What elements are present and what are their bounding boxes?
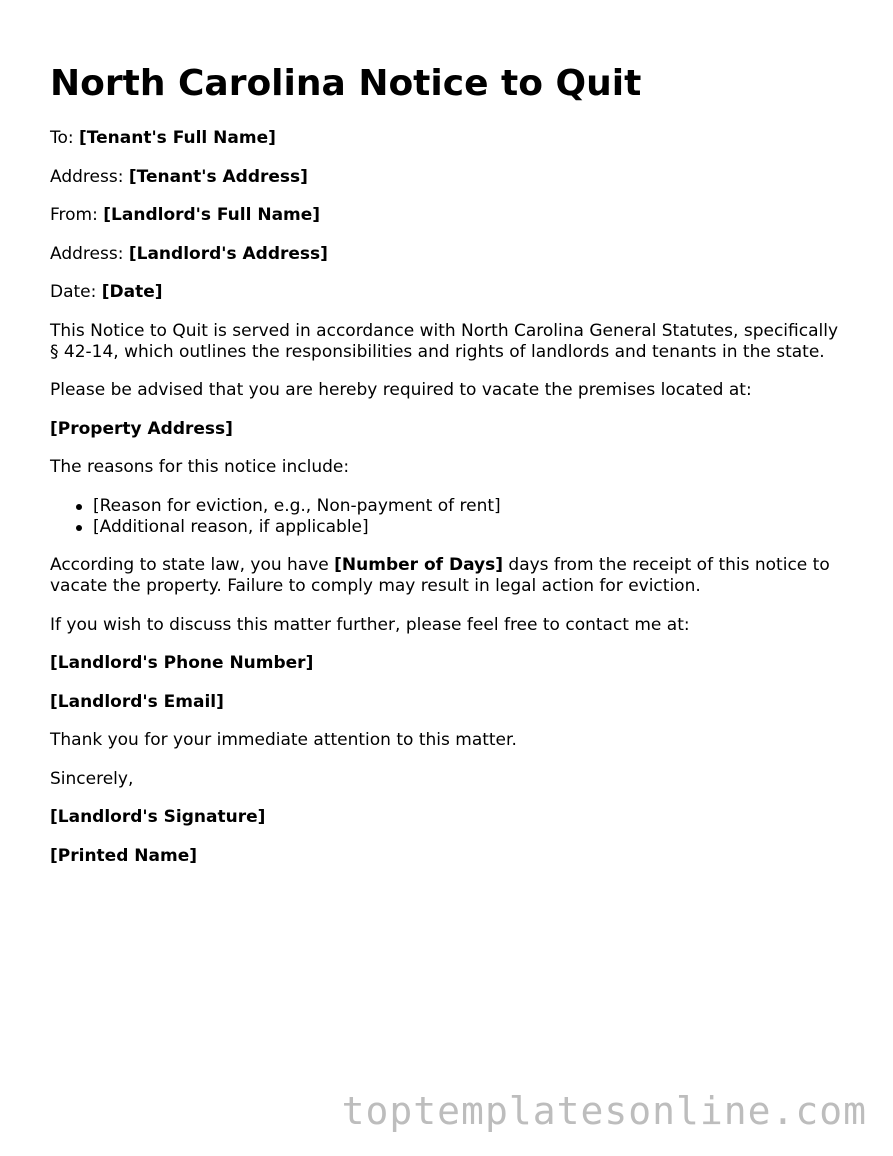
landlord-address-placeholder: [Landlord's Address]	[128, 243, 328, 264]
tenant-address-placeholder: [Tenant's Address]	[128, 166, 308, 187]
from-line	[50, 205, 840, 226]
closing-line: Sincerely,	[50, 768, 134, 789]
phone-line	[50, 653, 840, 674]
reasons-intro: The reasons for this notice include:	[50, 457, 350, 477]
law-prefix: According to state law, you have	[50, 555, 329, 575]
signature-line	[50, 807, 840, 828]
list-item: [Additional reason, if applicable]	[93, 517, 840, 538]
reasons-list	[50, 496, 840, 538]
from-label: From:	[50, 205, 98, 225]
property-address-line	[50, 419, 840, 440]
landlord-address-label: Address:	[50, 243, 124, 264]
tenant-address-line	[50, 167, 840, 188]
contact-paragraph: If you wish to discuss this matter further, please feel free to contact me at:	[50, 614, 690, 635]
site-watermark: toptemplatesonline.com	[341, 1089, 867, 1133]
number-of-days-placeholder: [Number of Days]	[334, 555, 503, 575]
signature-placeholder: [Landlord's Signature]	[50, 807, 266, 827]
date-placeholder: [Date]	[101, 282, 163, 302]
to-line	[50, 128, 840, 149]
document-body	[50, 128, 840, 884]
law-paragraph	[50, 555, 840, 597]
vacate-paragraph: Please be advised that you are hereby required to vacate the premises located at:	[50, 380, 752, 400]
tenant-address-label: Address:	[50, 166, 124, 187]
date-line	[50, 282, 840, 303]
landlord-address-line	[50, 244, 840, 265]
to-label: To:	[50, 128, 74, 148]
landlord-phone-placeholder: [Landlord's Phone Number]	[50, 653, 314, 673]
printed-name-placeholder: [Printed Name]	[50, 845, 197, 866]
printed-name-line	[50, 846, 840, 867]
email-line	[50, 692, 840, 713]
date-label: Date:	[50, 282, 97, 302]
tenant-name-placeholder: [Tenant's Full Name]	[79, 128, 276, 148]
landlord-email-placeholder: [Landlord's Email]	[50, 691, 224, 712]
thanks-paragraph: Thank you for your immediate attention to this matter.	[50, 730, 517, 750]
document-title: North Carolina Notice to Quit	[50, 63, 642, 104]
property-address-placeholder: [Property Address]	[50, 418, 233, 439]
landlord-name-placeholder: [Landlord's Full Name]	[103, 205, 321, 225]
law-suffix: days from the receipt of this notice to vacate the property. Failure to comply may result in legal action for eviction.	[50, 555, 830, 596]
list-item: [Reason for eviction, e.g., Non-payment of rent]	[93, 496, 840, 517]
intro-paragraph: This Notice to Quit is served in accordance with North Carolina General Statutes, specifically § 42-14, which outlines the responsibilities and rights of landlords and tenants in the state.	[50, 320, 839, 362]
